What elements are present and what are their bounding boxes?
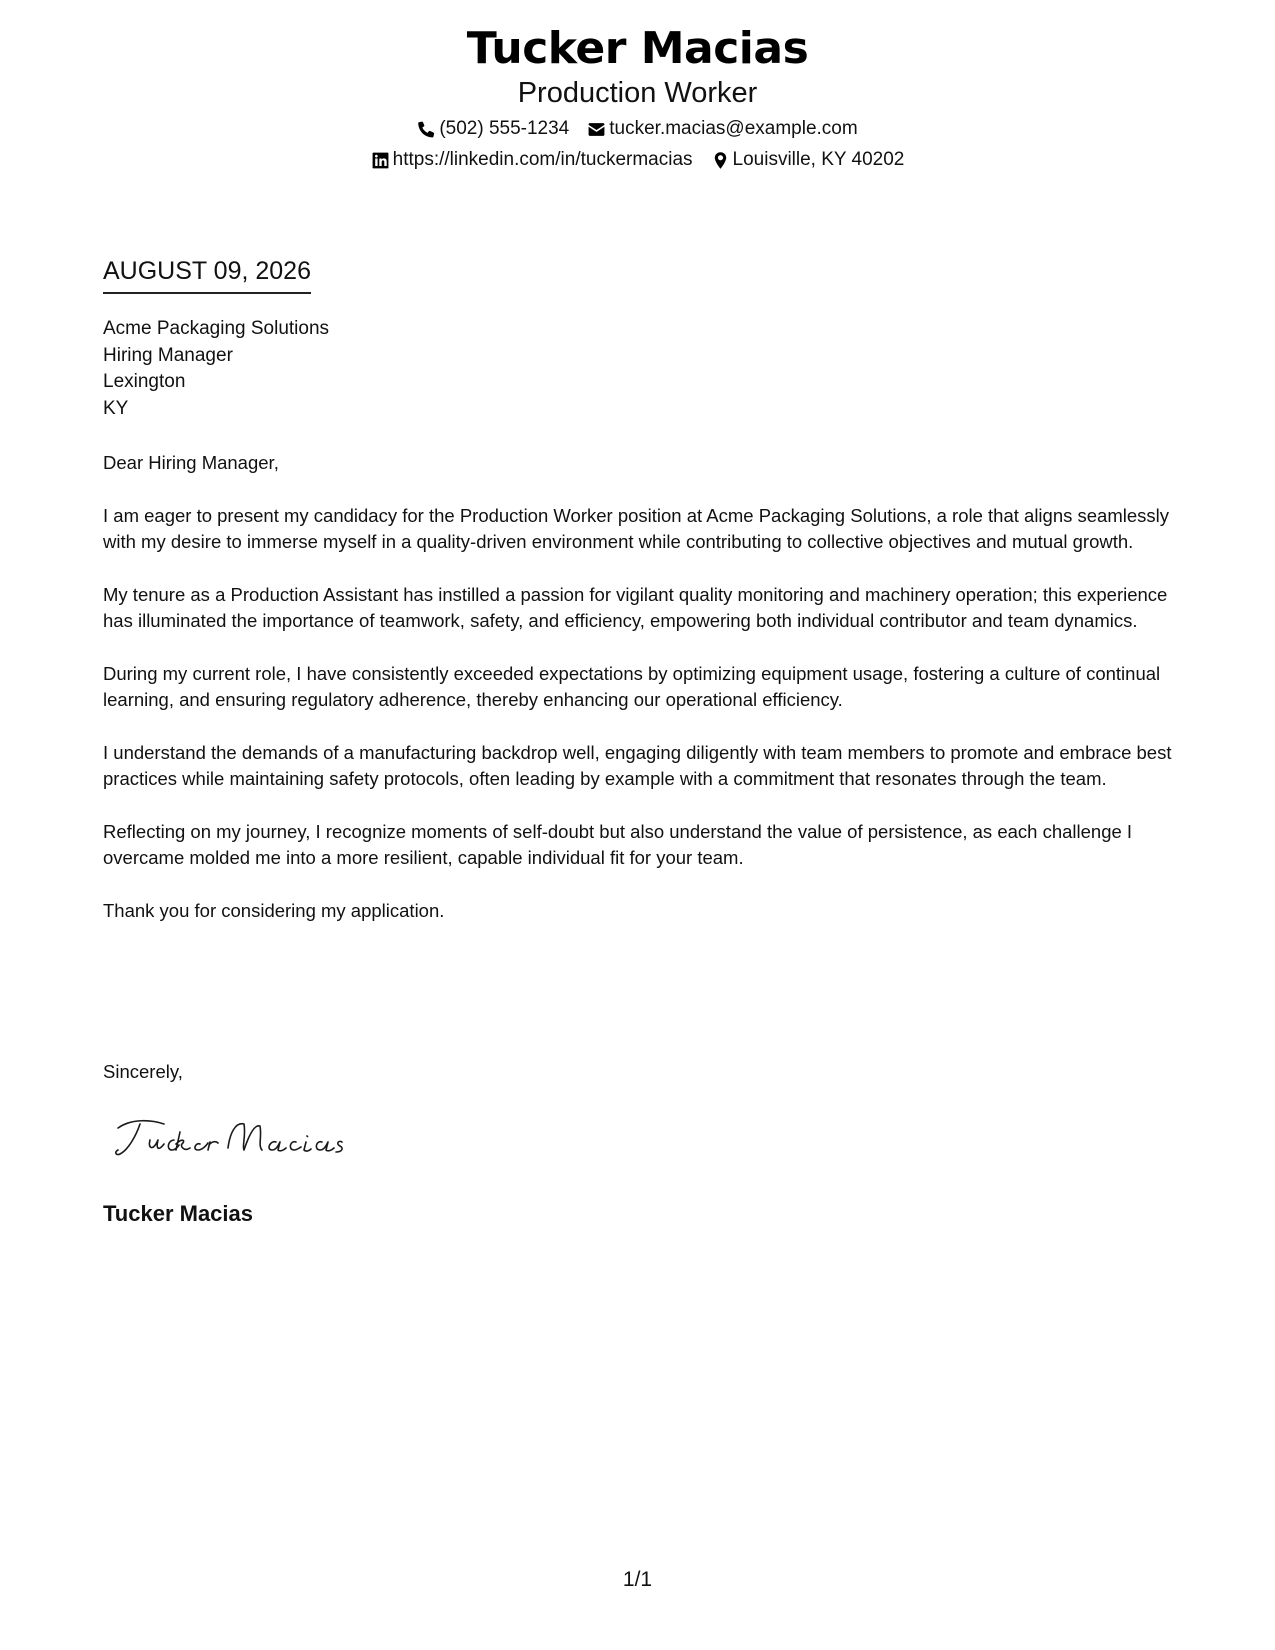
paragraph: I understand the demands of a manufacturing backdrop well, engaging diligently with team members to promote and embrace best practices while maintaining safety protocols, often leading by example with a commitment that resonates through the team. <box>103 741 1172 789</box>
recipient-block <box>103 316 329 422</box>
recipient-state: KY <box>103 397 129 419</box>
applicant-name: Tucker Macias <box>466 23 809 74</box>
letter-header <box>0 22 1275 171</box>
page-number: 1/1 <box>622 1568 653 1591</box>
closing: Sincerely, <box>103 1061 183 1082</box>
letter-body <box>103 450 1178 950</box>
linkedin-icon <box>371 151 390 170</box>
map-marker-icon <box>711 151 730 170</box>
phone-icon <box>417 120 436 139</box>
paragraph: My tenure as a Production Assistant has instilled a passion for vigilant quality monitoring and machinery operation; this experience has illuminated the importance of teamwork, safety, and efficiency, empowering both individual contributor and team dynamics. <box>103 583 1168 631</box>
paragraph: Thank you for considering my application. <box>103 899 445 921</box>
applicant-title: Production Worker <box>517 77 758 109</box>
signature-drawing <box>112 1110 352 1170</box>
phone-text: (502) 555-1234 <box>439 118 570 139</box>
salutation: Dear Hiring Manager, <box>103 452 279 473</box>
contact-linkedin <box>371 149 693 171</box>
recipient-city: Lexington <box>103 371 186 392</box>
location-text: Louisville, KY 40202 <box>732 149 905 170</box>
date-block <box>103 256 311 294</box>
recipient-company: Acme Packaging Solutions <box>103 318 330 339</box>
email-text: tucker.macias@example.com <box>609 118 858 139</box>
contact-email <box>587 118 857 140</box>
contact-row-primary <box>0 118 1275 140</box>
contact-row-secondary <box>0 149 1275 171</box>
linkedin-link[interactable]: https://linkedin.com/in/tuckermacias <box>392 149 693 170</box>
contact-location <box>711 149 905 171</box>
letter-date: AUGUST 09, 2026 <box>103 256 311 294</box>
paragraph: Reflecting on my journey, I recognize moments of self-doubt but also understand the value of persistence, as each challenge I overcame molded me into a more resilient, capable individual fit for your team. <box>103 820 1133 868</box>
envelope-icon <box>587 120 606 139</box>
contact-phone <box>417 118 569 140</box>
handwritten-signature <box>112 1110 352 1170</box>
signed-name: Tucker Macias <box>103 1201 254 1226</box>
paragraph: During my current role, I have consistently exceeded expectations by optimizing equipment usage, fostering a culture of continual learning, and ensuring regulatory adherence, thereby enhancing our operational efficiency. <box>103 662 1161 710</box>
paragraph: I am eager to present my candidacy for the Production Worker position at Acme Packaging Solutions, a role that aligns seamlessly with my desire to immerse myself in a quality-driven environment while contributing to collective objectives and mutual growth. <box>103 504 1170 552</box>
recipient-role: Hiring Manager <box>103 344 233 366</box>
